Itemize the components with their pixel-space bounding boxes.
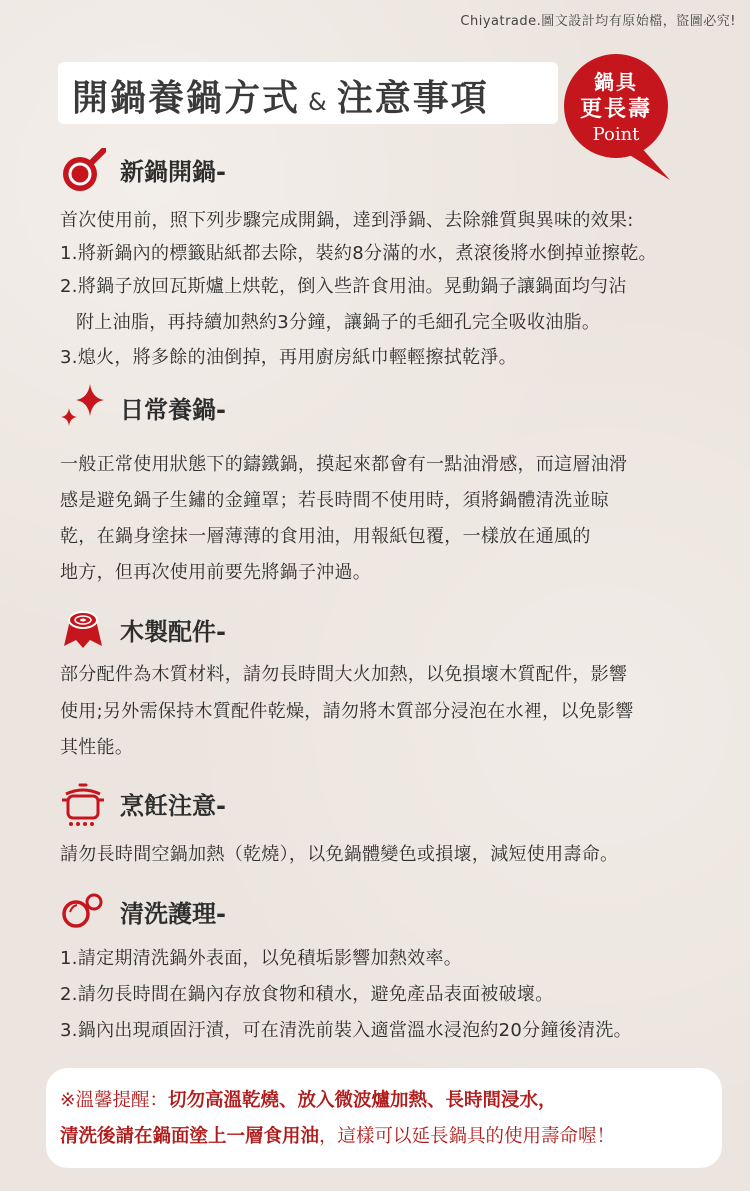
title-main: 開鍋養鍋方式 <box>72 78 301 119</box>
reminder-line-1 <box>60 1086 557 1112</box>
sparkle-icon <box>60 382 106 428</box>
section-line: 1.請定期清洗鍋外表面，以免積垢影響加熱效率。 <box>60 948 463 969</box>
page-title <box>72 70 489 121</box>
section-label: 清洗護理- <box>120 900 226 928</box>
reminder-tip: 清洗後請在鍋面塗上一層食用油 <box>60 1126 320 1147</box>
warm-reminder-box <box>46 1068 722 1168</box>
section-line: 其性能。 <box>60 737 134 758</box>
section-label: 木製配件- <box>120 618 226 646</box>
section-line: 感是避免鍋子生鏽的金鐘罩；若長時間不使用時，須將鍋體清洗並晾 <box>60 490 609 511</box>
section-line: 首次使用前，照下列步驟完成開鍋，達到淨鍋、去除雜質與異味的效果: <box>60 210 634 231</box>
pan-icon <box>60 148 106 194</box>
section-line: 附上油脂，再持續加熱約3分鐘，讓鍋子的毛細孔完全吸收油脂。 <box>76 312 601 333</box>
title-sub: 注意事項 <box>336 78 489 119</box>
point-badge <box>562 52 670 160</box>
section-line: 3.鍋內出現頑固汙漬，可在清洗前裝入適當溫水浸泡約20分鐘後清洗。 <box>60 1020 632 1041</box>
reminder-line-2 <box>60 1122 615 1148</box>
title-ampersand: & <box>308 88 329 116</box>
badge-line-1: 鍋具 <box>594 70 638 94</box>
section-label: 日常養鍋- <box>120 396 226 424</box>
cooking-pot-icon <box>60 782 106 828</box>
reminder-tip-rest: ，這樣可以延長鍋具的使用壽命喔！ <box>319 1126 616 1147</box>
section-line: 3.熄火，將多餘的油倒掉，再用廚房紙巾輕輕擦拭乾淨。 <box>60 347 517 368</box>
section-line: 1.將新鍋內的標籤貼紙都去除，裝約8分滿的水，煮滾後將水倒掉並擦乾。 <box>60 243 657 264</box>
section-label: 新鍋開鍋- <box>120 158 226 186</box>
section-line: 2.請勿長時間在鍋內存放食物和積水，避免產品表面被破壞。 <box>60 984 554 1005</box>
wood-stump-icon <box>60 608 106 654</box>
section-line: 乾，在鍋身塗抹一層薄薄的食用油，用報紙包覆，一樣放在通風的 <box>60 526 591 547</box>
section-line: 一般正常使用狀態下的鑄鐵鍋，摸起來都會有一點油滑感，而這層油滑 <box>60 454 628 475</box>
section-line: 請勿長時間空鍋加熱（乾燒），以免鍋體變色或損壞，減短使用壽命。 <box>60 844 619 865</box>
badge-line-3: Point <box>592 124 640 145</box>
reminder-prefix: ※溫馨提醒： <box>60 1090 169 1111</box>
copyright-note: Chiyatrade.圖文設計均有原始檔，盜圖必究! <box>460 14 736 29</box>
section-line: 部分配件為木質材料，請勿長時間大火加熱，以免損壞木質配件，影響 <box>60 664 628 685</box>
badge-line-2: 更長壽 <box>579 96 652 122</box>
section-line: 使用;另外需保持木質配件乾燥，請勿將木質部分浸泡在水裡，以免影響 <box>60 701 634 722</box>
section-line: 地方，但再次使用前要先將鍋子沖過。 <box>60 562 372 583</box>
section-label: 烹飪注意- <box>120 792 226 820</box>
reminder-warning: 切勿高溫乾燒、放入微波爐加熱、長時間浸水， <box>168 1090 557 1111</box>
section-line: 2.將鍋子放回瓦斯爐上烘乾，倒入些許食用油。晃動鍋子讓鍋面均勻沾 <box>60 276 627 297</box>
bubbles-icon <box>60 890 106 936</box>
